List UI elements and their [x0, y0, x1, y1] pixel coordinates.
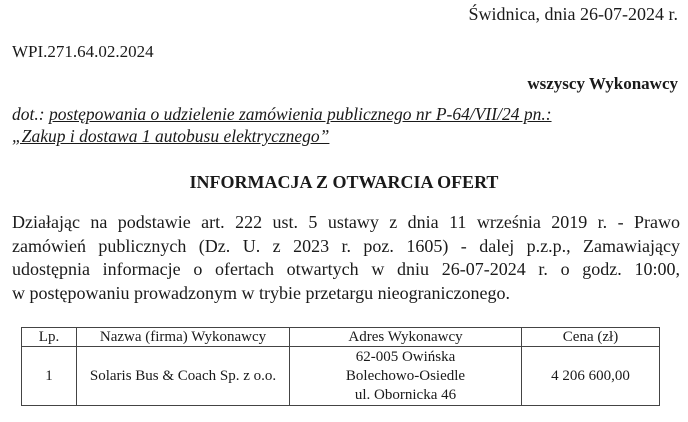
address-line: ul. Obornicka 46 [354, 386, 457, 403]
cell-name: Solaris Bus & Coach Sp. z o.o. [77, 347, 290, 406]
place-date: Świdnica, dnia 26-07-2024 r. [468, 4, 678, 24]
subject [12, 103, 680, 147]
offers-table [21, 327, 660, 406]
cell-address [290, 347, 522, 406]
address-line: Bolechowo-Osiedle [345, 367, 466, 384]
body-paragraph [12, 211, 680, 305]
column-header-name: Nazwa (firma) Wykonawcy [77, 328, 290, 347]
column-header-lp: Lp. [22, 328, 77, 347]
addressee: wszyscy Wykonawcy [527, 74, 678, 93]
body-line: udostępnia informacje o ofertach otwartych w dniu 26-07-2024 r. o godz. 10:00, [12, 259, 680, 279]
body-line: zamówień publicznych (Dz. U. z 2023 r. poz. 1605) - dalej p.z.p., Zamawiający [12, 235, 680, 256]
cell-lp: 1 [22, 347, 77, 406]
reference-number: WPI.271.64.02.2024 [12, 42, 154, 61]
table-row [22, 347, 660, 406]
address-line: 62-005 Owińska [355, 348, 456, 365]
subject-prefix: dot.: [12, 104, 49, 124]
column-header-price: Cena (zł) [522, 328, 660, 347]
column-header-address: Adres Wykonawcy [290, 328, 522, 347]
subject-line-1: postępowania o udzielenie zamówienia publicznego nr P-64/VII/24 pn.: [48, 104, 552, 124]
cell-price: 4 206 600,00 [522, 347, 660, 406]
subject-line-2: „Zakup i dostawa 1 autobusu elektrycznego” [12, 126, 330, 146]
page-title: INFORMACJA Z OTWARCIA OFERT [189, 172, 499, 192]
table-header-row [22, 328, 660, 347]
body-line: Działając na podstawie art. 222 ust. 5 ustawy z dnia 11 września 2019 r. - Prawo [12, 212, 680, 232]
body-line: w postępowaniu prowadzonym w trybie przetargu nieograniczonego. [12, 282, 511, 303]
